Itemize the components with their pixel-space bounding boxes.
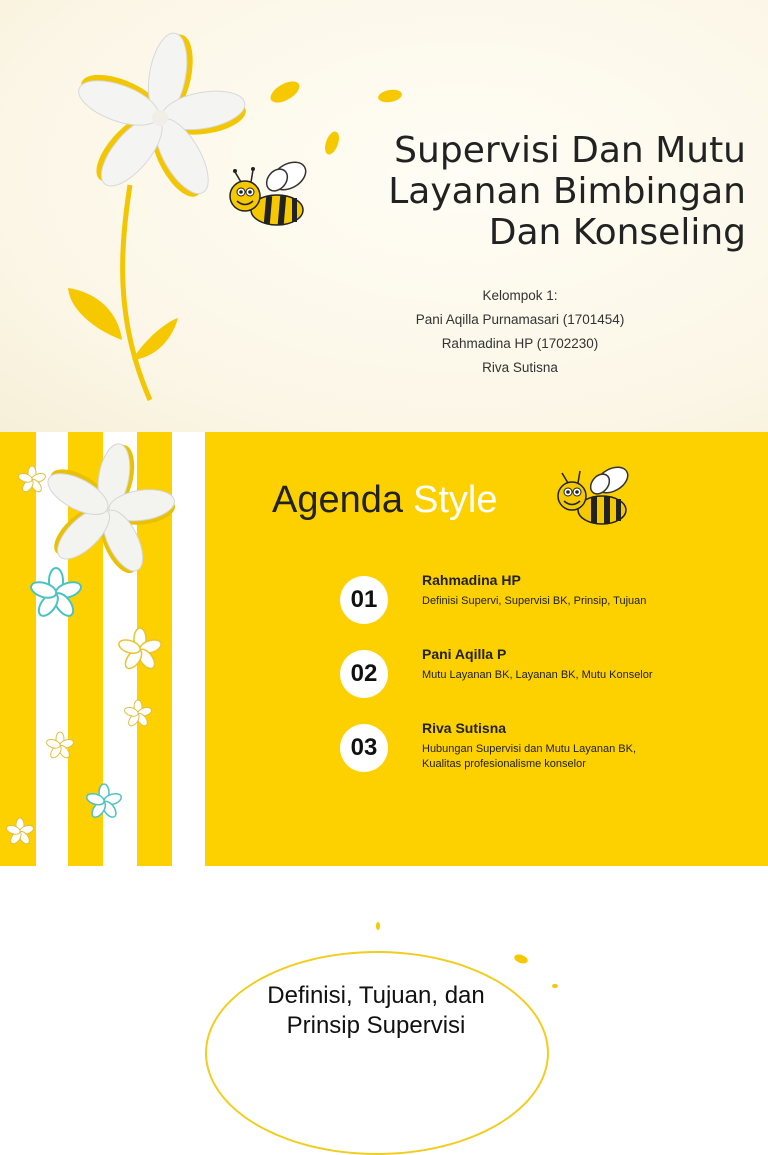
section-title-line: Prinsip Supervisi xyxy=(286,1012,466,1039)
leaf-icon xyxy=(68,288,122,340)
leaf-icon xyxy=(132,318,178,360)
agenda-number-badge: 03 xyxy=(340,724,388,772)
member-name: Riva Sutisna xyxy=(482,360,558,375)
flower-icon xyxy=(73,30,248,204)
petal-icon xyxy=(267,77,303,107)
small-flower-icon xyxy=(29,568,83,619)
description-line: Hubungan Supervisi dan Mutu Layanan BK, xyxy=(422,743,637,755)
agenda-item-description xyxy=(422,594,722,609)
agenda-item-name: Pani Aqilla P xyxy=(422,646,507,662)
group-members xyxy=(380,284,660,380)
agenda-slide xyxy=(0,432,768,866)
bee-icon xyxy=(558,462,632,524)
small-flower-icon xyxy=(17,466,46,494)
agenda-item xyxy=(340,720,760,776)
title-slide xyxy=(0,0,768,432)
definition-slide xyxy=(0,866,768,1039)
small-flower-icon xyxy=(45,732,74,760)
section-title-line: Definisi, Tujuan, dan xyxy=(267,982,485,1009)
description-line: Kualitas profesionalisme konselor xyxy=(422,758,586,770)
description-line: Definisi Supervi, Supervisi BK, Prinsip, Tujuan xyxy=(422,595,647,607)
member-name: Pani Aqilla Purnamasari (1701454) xyxy=(415,312,625,327)
agenda-item-description xyxy=(422,742,722,772)
petal-icon xyxy=(513,953,529,965)
petal-icon xyxy=(377,88,403,104)
description-line: Mutu Layanan BK, Layanan BK, Mutu Konselor xyxy=(422,669,653,681)
agenda-item-name: Rahmadina HP xyxy=(422,572,521,588)
bee-icon xyxy=(230,157,311,226)
agenda-title-accent: Style xyxy=(413,479,498,521)
small-flower-icon xyxy=(123,700,152,728)
presentation-title xyxy=(316,130,746,253)
small-flower-icon xyxy=(85,784,122,820)
agenda-title xyxy=(272,479,498,522)
agenda-item-description xyxy=(422,668,722,683)
section-title xyxy=(220,981,532,1041)
title-line: Layanan Bimbingan xyxy=(388,171,746,212)
agenda-item xyxy=(340,646,760,702)
group-label: Kelompok 1: xyxy=(482,288,558,303)
flower-icon xyxy=(42,441,177,578)
title-line: Supervisi Dan Mutu xyxy=(394,130,746,171)
member-name: Rahmadina HP (1702230) xyxy=(441,336,599,351)
agenda-item-name: Riva Sutisna xyxy=(422,720,507,736)
title-line: Dan Konseling xyxy=(488,212,746,253)
stem-icon xyxy=(123,185,150,400)
agenda-number-badge: 01 xyxy=(340,576,388,624)
petal-icon xyxy=(376,922,380,930)
agenda-item xyxy=(340,572,760,628)
agenda-number-badge: 02 xyxy=(340,650,388,698)
agenda-title-main: Agenda xyxy=(272,479,404,521)
small-flower-icon xyxy=(5,818,34,846)
petal-icon xyxy=(552,984,558,988)
small-flower-icon xyxy=(117,628,163,671)
